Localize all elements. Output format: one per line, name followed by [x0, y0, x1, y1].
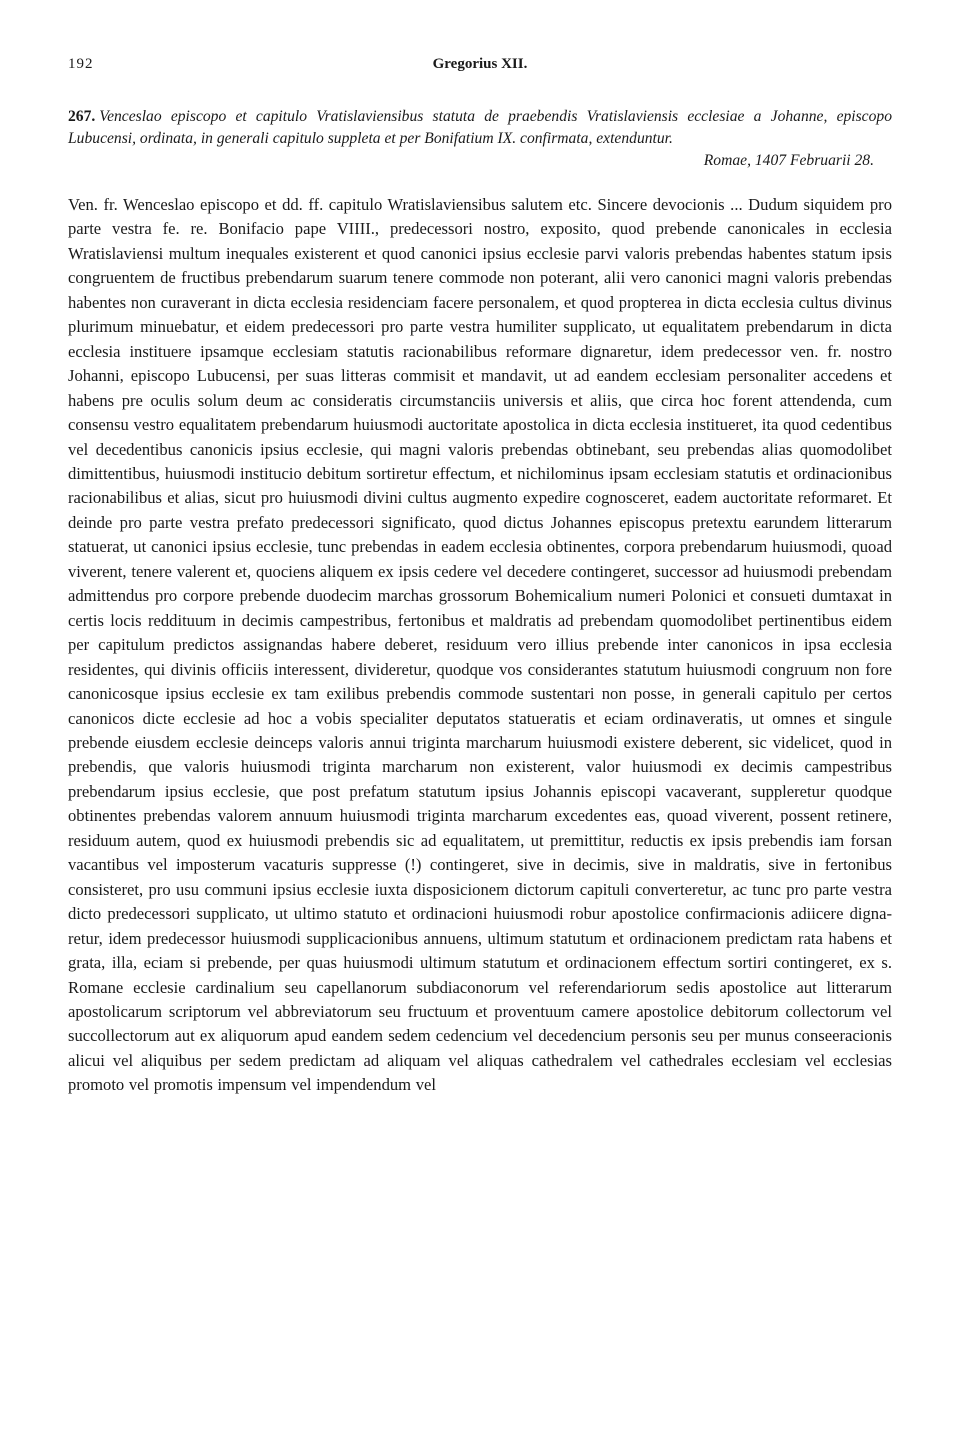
document-heading [68, 106, 892, 150]
document-summary: Venceslao episcopo et capitulo Vratislaviensibus statuta de praebendis Vratislaviensis ecclesiae a Johanne, episcopo Lubucensi, ordinata, in generali capitulo suppleta et per Bonifatium IX. confirmata, extenduntur. [68, 108, 892, 147]
running-head [68, 56, 892, 80]
document-date: Romae, 1407 Februarii 28. [703, 152, 874, 169]
document-page [68, 56, 892, 1098]
document-body: Ven. fr. Wenceslao episcopo et dd. ff. capitulo Wratislaviensibus salutem etc. Sincere devocionis ... Dudum siquidem pro parte vestra fe. re. Bonifacio pape VIIII., predecessori nostro, exposito, quod prebende canonicales in ecclesia Wratislaviensi multum inequales existerent et quod canonici ipsius ecclesie parvi valoris prebendas habentes statum ipsis congruentem de fructibus prebendarum suarum tenere commode non poterant, alii vero canonici magni valoris prebendas habentes non curaverant in dicta ecclesia residenciam facere personalem, et quod propterea in dicta ecclesia cultus divinus plurimum minuebatur, et eidem predecessori pro parte vestra humiliter supplicato, ut equalitatem prebendarum in dicta ecclesia instituere ipsamque ecclesiam statutis racionabilibus reformare dignaretur, idem predecessor ven. fr. nostro Johanni, episcopo Lubucensi, per suas litteras commisit et mandavit, ut ad eandem ecclesiam personaliter accedens et habens pre oculis solum deum ac consideratis circumstanciis universis et aliis, que circa hoc forent attendenda, cum consensu vestro equalitatem prebendarum huiusmodi auctoritate apostolica in dicta ecclesia institueret, ita quod cedentibus vel decedentibus canonicis ipsius ecclesie, qui magni valoris prebendas obtinebant, seu prebendas alias quomodolibet dimittentibus, huiusmodi institucio debitum sortiretur effectum, et nichilominus ipsam ecclesiam statutis et ordinacionibus racionabilibus et alias, sicut pro huiusmodi divini cultus augmento expedire cognosceret, eadem auctoritate reformaret. Et deinde pro parte vestra prefato predecessori significato, quod dictus Johannes episcopus pretextu earundem litterarum statuerat, ut canonici ipsius ecclesie, tunc prebendas in eadem ecclesia obtinentes, corpora prebendarum huiusmodi, quoad viverent, tenere valerent et, quociens aliquem ex ipsis cedere vel decedere contingeret, successor ad huiusmodi prebendam admittendus pro corpore prebende duodecim marchas grossorum Bohemicalium numeri Polonici et consueti dumtaxat in certis locis reddituum in decimis campestribus, fertonibus et maldratis ad prebendam quomodolibet pertinentibus eidem per capitulum predictos assignandas habere deberet, residuum vero illius prebende inter canonicos in ipsa ecclesia residentes, qui divinis officiis interessent, divideretur, quodque vos considerantes statutum huiusmodi congruum non fore canonicosque ipsius ecclesie ex tam exilibus prebendis commode sustentari non posse, in generali capitulo per certos canonicos dicte ecclesie ad hoc a vobis specialiter deputatos statueratis et eciam ordinaveratis, ut omnes et singule prebende eiusdem ecclesie deinceps valoris annui triginta marcharum huiusmodi existere deberent, sic videlicet, quod in prebendis, que valoris huiusmodi triginta marcharum non existerent, valor huiusmodi ex decimis campestribus prebendarum ipsius ecclesie, que post prefatum statutum ipsius Johannis episcopi vacaverant, suppleretur quodque obtinentes prebendas valorem annuum huiusmodi triginta marcharum excedentes eas, quoad viverent, possent retinere, residuum autem, quod ex huiusmodi prebendis sic ad equalitatem, ut premittitur, reductis ex ipsis prebendis iam forsan vacantibus vel imposterum vacaturis suppresse (!) contingeret, sive in decimis, sive in maldratis, sive in fertonibus consisteret, pro usu communi ipsius ecclesie iuxta disposicionem dictorum capituli converteretur, ac tunc pro parte vestra dicto predecessori supplicato, ut ultimo statuto et ordinacioni huiusmodi robur apostolice confirmacionis adiicere dignaretur, idem predecessor huiusmodi supplicacionibus annuens, ultimum statutum et ordinacionem predictam rata habens et grata, illa, eciam si prebende, per quas huiusmodi ultimum statutum et ordinacionem effectum sortiri contingeret, ex s. Romane ecclesie cardinalium seu capellanorum subdiaconorum vel referendariorum sedis apostolice aut litterarum apostolicarum scriptorum vel abbreviatorum seu fructuum et proventuum camere apostolice debitorum collectorum vel succollectorum aut ex aliquorum apud eandem sedem cedencium vel decedencium personis seu per munus conseeracionis alicui vel aliquibus per sedem predictam ad aliquam vel aliquas cathedralem vel cathedrales ecclesiam vel ecclesias promoto vel promotis impensum vel impendendum vel [68, 195, 892, 1095]
running-title: Gregorius XII. [432, 56, 528, 72]
page-number: 192 [68, 56, 94, 72]
document-number: 267. [68, 108, 96, 125]
